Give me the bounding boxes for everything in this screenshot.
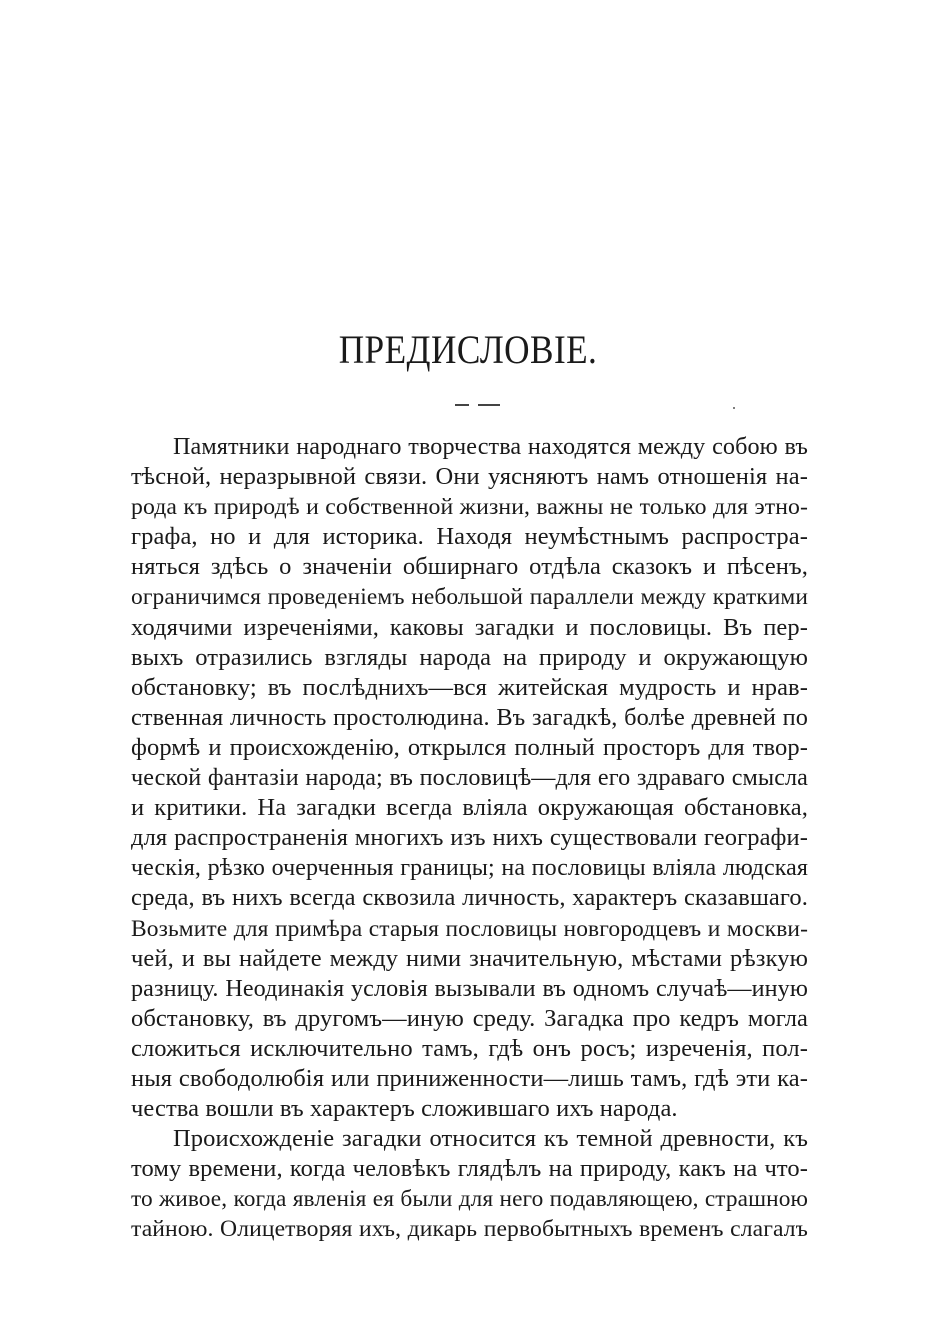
paragraph-1-line-18: чей, и вы найдете между ними значительную, мѣстами рѣзкую [131,944,808,972]
paragraph-1-line-2: тѣсной, неразрывной связи. Они уясняютъ намъ отношенія на- [131,463,808,491]
paragraph-1-line-4: графа, но и для историка. Находя неумѣстнымъ распростра- [131,523,808,551]
paragraph-1-line-9: обстановку; въ послѣднихъ—вся житейская мудрость и нрав- [131,673,808,701]
paragraph-1-line-8: выхъ отразились взгляды народа на природу и окружающую [131,643,808,671]
paragraph-1-line-11: формѣ и происхожденію, открылся полный просторъ для твор- [131,733,808,761]
paragraph-2-line-2: тому времени, когда человѣкъ глядѣлъ на природу, какъ на что- [131,1155,808,1183]
paragraph-1-line-15: ческія, рѣзко очерченныя границы; на пословицы вліяла людская [131,855,808,882]
print-speck [733,407,735,409]
paragraph-1-line-1: Памятники народнаго творчества находятся между собою въ [173,433,808,460]
paragraph-1-line-20: обстановку, въ другомъ—иную среду. Загадка про кедръ могла [131,1004,808,1032]
title-ornament-left [455,404,469,406]
paragraph-1-line-7: ходячими изреченіями, каковы загадки и пословицы. Въ пер- [131,613,808,641]
title-ornament-right [478,404,500,406]
paragraph-1-line-16: среда, въ нихъ всегда сквозила личность, характеръ сказавшаго. [131,884,808,912]
paragraph-2-line-4: тайною. Олицетворяя ихъ, дикарь первобытныхъ временъ слагалъ [131,1216,808,1243]
paragraph-1-line-10: ственная личность простолюдина. Въ загадкѣ, болѣе древней по [131,703,808,731]
body-text [131,432,808,1245]
page-title: ПРЕДИСЛОВIЕ. [338,327,598,372]
paragraph-1-line-14: для распространенія многихъ изъ нихъ существовали географи- [131,824,808,852]
paragraph-1-line-21: сложиться исключительно тамъ, гдѣ онъ росъ; изреченія, пол- [131,1034,808,1062]
paragraph-2-line-3: то живое, когда явленія ея были для него подавляющею, страшною [131,1186,808,1213]
paragraph-1-line-3: рода къ природѣ и собственной жизни, важны не только для этно- [131,494,808,521]
paragraph-1-line-6: ограничимся проведеніемъ небольшой параллели между краткими [131,584,808,611]
paragraph-1-line-12: ческой фантазіи народа; въ пословицѣ—для его здраваго смысла [131,764,808,792]
paragraph-1-line-19: разницу. Неодинакія условія вызывали въ одномъ случаѣ—иную [131,974,808,1002]
paragraph-1-line-13: и критики. На загадки всегда вліяла окружающая обстановка, [131,794,808,822]
paragraph-1-line-17: Возьмите для примѣра старыя пословицы новгородцевъ и москви- [131,915,808,942]
paragraph-1-line-22: ныя свободолюбія или приниженности—лишь тамъ, гдѣ эти ка- [131,1064,808,1092]
paragraph-1-line-23: чества вошли въ характеръ сложившаго ихъ народа. [131,1095,678,1123]
paragraph-2-line-1: Происхожденіе загадки относится къ темной древности, къ [173,1125,808,1153]
paragraph-1-line-5: няться здѣсь о значеніи обширнаго отдѣла сказокъ и пѣсенъ, [131,553,808,581]
